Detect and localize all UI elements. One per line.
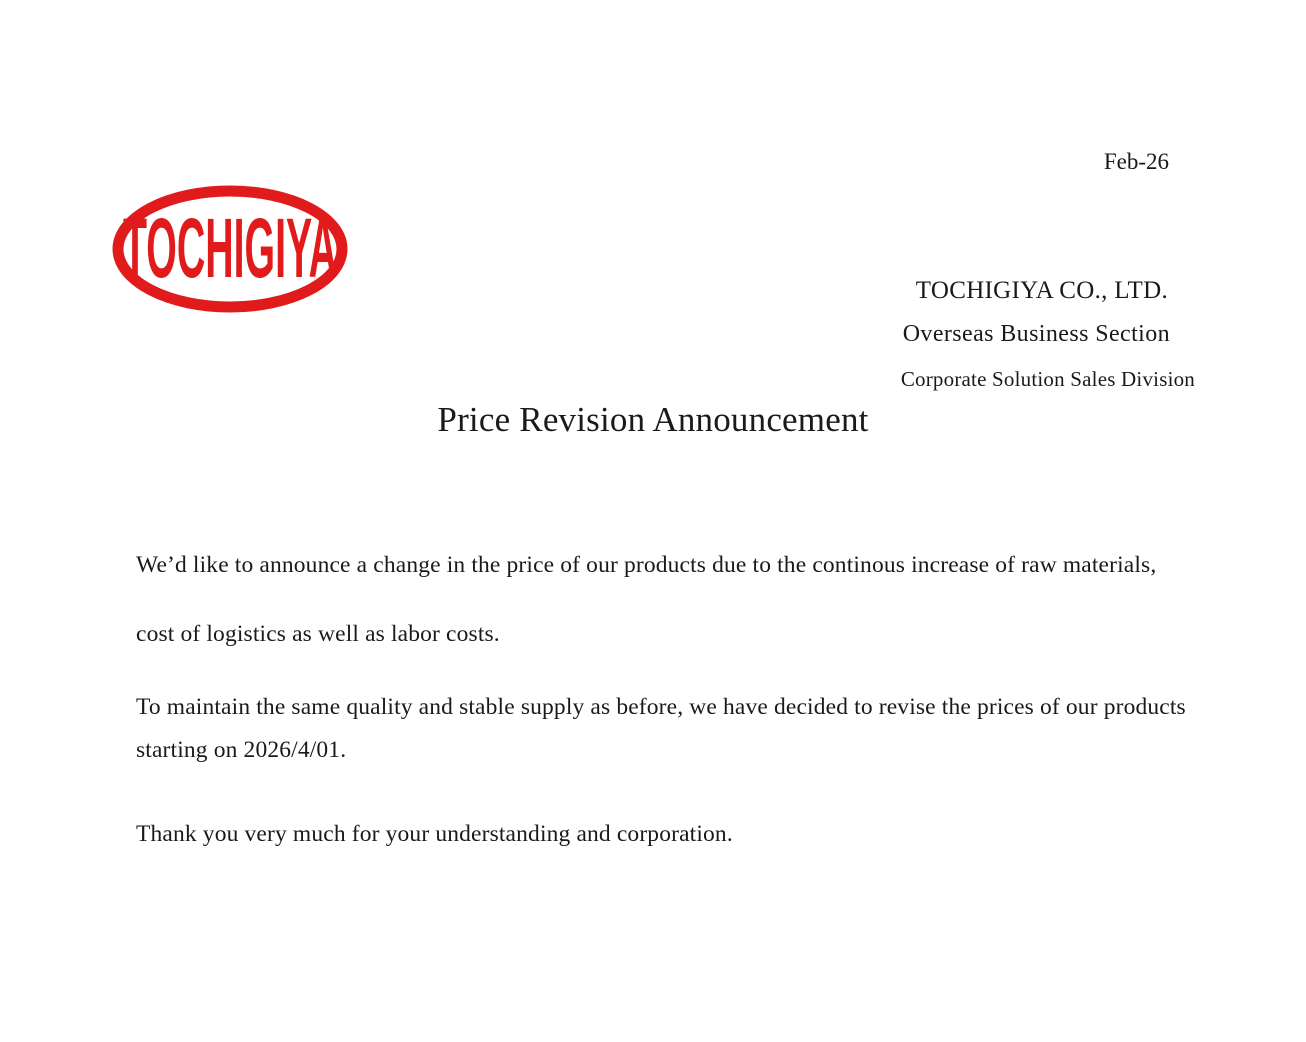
logo-wordmark: TOCHIGIYA [123,201,337,295]
document-title: Price Revision Announcement [437,400,869,439]
document-date: Feb-26 [1103,149,1169,174]
body-paragraph-2: To maintain the same quality and stable supply as before, we have decided to revise the prices of our products starting on 2026/4/01. [136,694,1186,763]
division-name: Corporate Solution Sales Division [900,367,1195,391]
company-name: TOCHIGIYA CO., LTD. [915,277,1168,304]
body-paragraph-3: Thank you very much for your understanding and corporation. [136,821,733,847]
body-paragraph-1: We’d like to announce a change in the price of our products due to the continous increase of raw materials, cost of logistics as well as labor costs. [136,552,1157,647]
section-name: Overseas Business Section [902,321,1170,347]
tochigiya-logo [108,183,352,315]
